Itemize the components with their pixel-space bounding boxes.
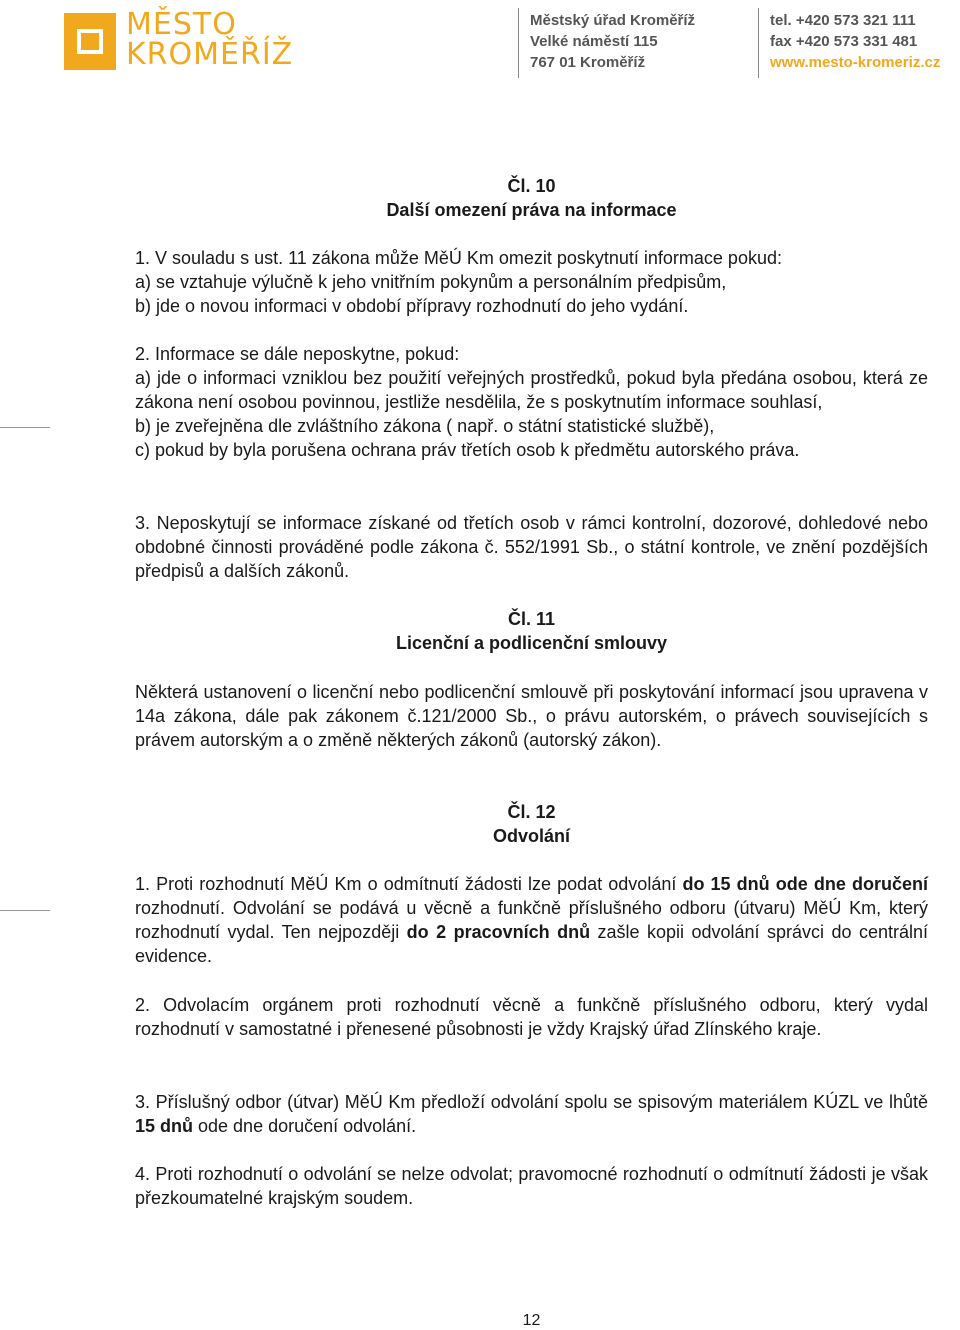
article-12-paragraph-2 — [135, 993, 928, 1041]
article-10-title: Čl. 10 — [507, 176, 556, 196]
text-run: rozhodnutí. Odvolání se podává u věcně a funkčně příslušného odboru (útvaru) MěÚ Km, který rozhodnutí vydal. Ten nejpozději — [135, 898, 928, 942]
article-12-subtitle: Odvolání — [492, 826, 570, 846]
office-phone: tel. +420 573 321 111 — [770, 12, 916, 29]
office-name: Městský úřad Kroměříž — [530, 12, 696, 29]
article-12-paragraph-3 — [135, 1090, 928, 1138]
text-run: ode dne doručení odvolání. — [193, 1116, 417, 1136]
city-logo-text — [126, 7, 294, 72]
office-website-link[interactable]: www.mesto-kromeriz.cz — [770, 54, 941, 71]
article-12-paragraph-4 — [135, 1162, 928, 1210]
header-divider — [758, 8, 759, 78]
letterhead — [0, 0, 960, 90]
article-10-paragraph-1 — [135, 246, 928, 318]
paragraph-line: a) se vztahuje výlučně k jeho vnitřním pokynům a personálním předpisům, — [135, 272, 727, 292]
article-11-subtitle: Licenční a podlicenční smlouvy — [395, 633, 668, 653]
page-number: 12 — [522, 1312, 541, 1329]
article-10-paragraph-3 — [135, 511, 928, 583]
header-divider — [518, 8, 519, 78]
office-fax: fax +420 573 331 481 — [770, 33, 918, 50]
fold-mark — [0, 910, 50, 911]
paragraph-text: Některá ustanovení o licenční nebo podlicenční smlouvě při poskytování informací jsou upravena v 14a zákona, dále pak zákonem č.121/2000 Sb., o právu autorském, o právech souvisejících s právem autorským a o změně některých zákonů (autorský zákon). — [135, 682, 928, 750]
paragraph-line: b) jde o novou informaci v období přípravy rozhodnutí do jeho vydání. — [135, 296, 689, 316]
paragraph-text — [135, 1090, 928, 1138]
paragraph-item-a: a) jde o informaci vzniklou bez použití veřejných prostředků, pokud byla předána osobou, která ze zákona není osobou povinnou, jestliže nesdělila, že s poskytnutím informace souhlasí, — [135, 368, 928, 412]
article-11-title: Čl. 11 — [507, 609, 556, 629]
logo-line-2: KROMĚŘÍŽ — [126, 37, 294, 72]
article-12-paragraph-1 — [135, 872, 928, 968]
paragraph-line: 2. Informace se dále neposkytne, pokud: — [135, 344, 460, 364]
article-11-text — [135, 680, 928, 752]
article-12-heading — [135, 800, 928, 848]
paragraph-item-b: b) je zveřejněna dle zvláštního zákona ( např. o státní statistické službě), — [135, 416, 715, 436]
bold-deadline: 15 dnů — [135, 1116, 194, 1136]
bold-deadline: do 15 dnů ode dne doručení — [682, 874, 928, 894]
text-run: 3. Příslušný odbor (útvar) MěÚ Km předloží odvolání spolu se spisovým materiálem KÚZL ve lhůtě — [135, 1092, 928, 1112]
fold-mark — [0, 427, 50, 428]
city-logo-icon — [64, 13, 116, 70]
bold-deadline: do 2 pracovních dnů — [406, 922, 591, 942]
article-10-subtitle: Další omezení práva na informace — [386, 200, 677, 220]
article-10-heading — [135, 174, 928, 222]
paragraph-text: 2. Odvolacím orgánem proti rozhodnutí věcně a funkčně příslušného odboru, který vydal rozhodnutí v samostatné i přenesené působnosti je vždy Krajský úřad Zlínského kraje. — [135, 995, 928, 1039]
office-city: 767 01 Kroměříž — [530, 54, 646, 71]
office-address — [530, 10, 695, 73]
office-contact — [770, 10, 940, 73]
paragraph-item-c: c) pokud by byla porušena ochrana práv třetích osob k předmětu autorského práva. — [135, 440, 800, 460]
office-street: Velké náměstí 115 — [530, 33, 658, 50]
paragraph-text: 3. Neposkytují se informace získané od třetích osob v rámci kontrolní, dozorové, dohledové nebo obdobné činnosti prováděné podle zákona č. 552/1991 Sb., o státní kontrole, ve znění pozdějších předpisů a dalších zákonů. — [135, 513, 928, 581]
paragraph-text — [135, 872, 928, 968]
text-run: zašle kopii odvolání správci do centrální evidence. — [135, 922, 928, 966]
article-10-paragraph-2 — [135, 342, 928, 462]
article-11-heading — [135, 607, 928, 655]
paragraph-line: 1. V souladu s ust. 11 zákona může MěÚ Km omezit poskytnutí informace pokud: — [135, 248, 782, 268]
text-run: 1. Proti rozhodnutí MěÚ Km o odmítnutí žádosti lze podat odvolání — [135, 874, 683, 894]
logo-line-1: MĚSTO — [126, 7, 237, 42]
paragraph-text: 4. Proti rozhodnutí o odvolání se nelze odvolat; pravomocné rozhodnutí o odmítnutí žádosti je však přezkoumatelné krajským soudem. — [135, 1164, 928, 1208]
article-12-title: Čl. 12 — [507, 802, 556, 822]
